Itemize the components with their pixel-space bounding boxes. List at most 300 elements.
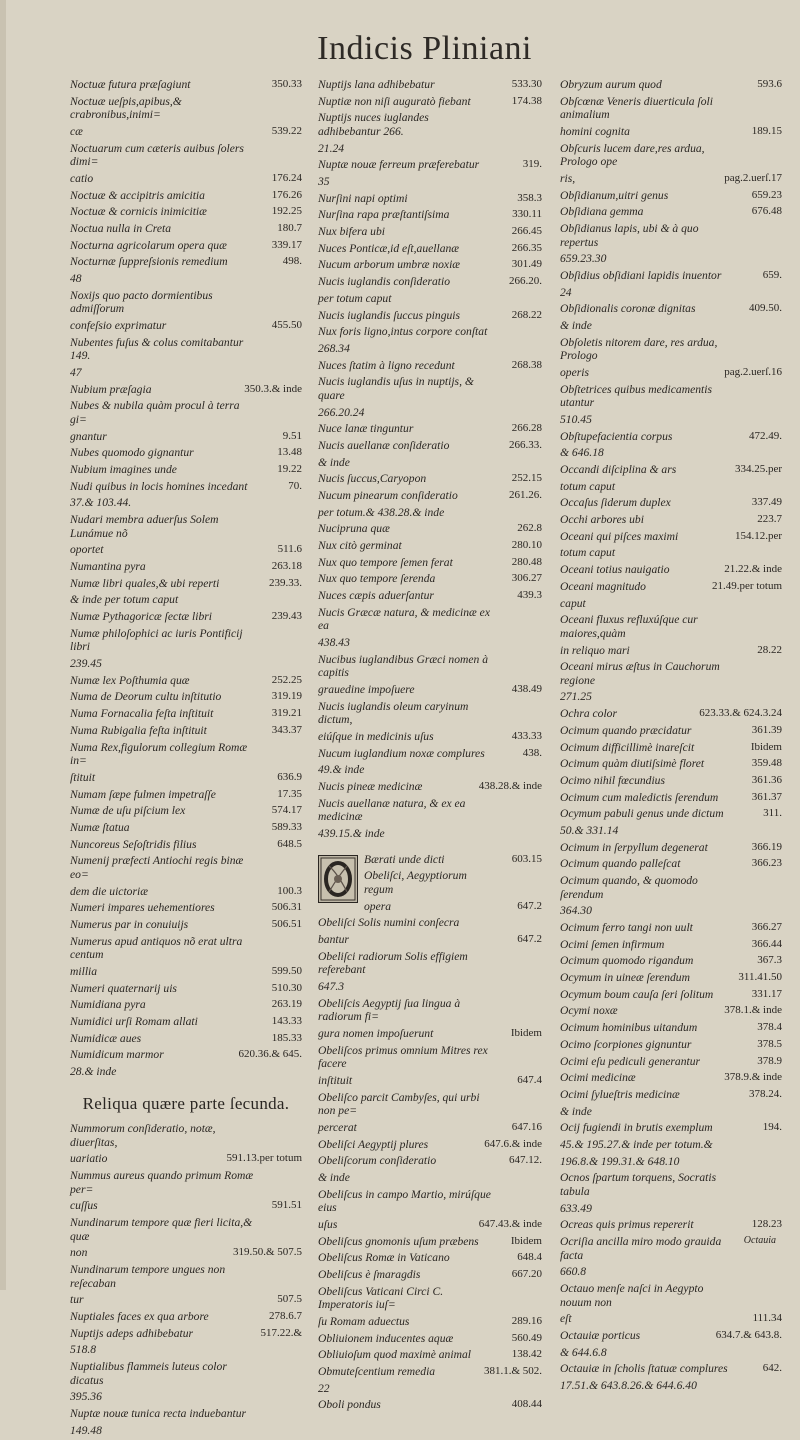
index-entry	[318, 539, 542, 553]
index-entry	[318, 1121, 542, 1135]
entry-term: Nucum iuglandium noxæ complures	[318, 746, 485, 760]
entry-term: Ocimum quando, & quomodo ſerendum	[560, 874, 698, 901]
catchword: Octauia	[743, 1235, 776, 1246]
index-entry	[560, 824, 782, 838]
entry-term: 518.8	[70, 1343, 97, 1357]
entry-term: 439.15.& inde	[318, 827, 385, 841]
index-entry	[70, 1199, 302, 1213]
index-entry	[560, 1021, 782, 1035]
entry-reference: 359.48	[751, 757, 782, 770]
entry-term: uariatio	[70, 1152, 108, 1166]
entry-term: percerat	[318, 1120, 357, 1134]
entry-reference: 128.23	[751, 1218, 782, 1231]
entry-reference: 268.38	[511, 358, 542, 371]
index-entry	[318, 700, 542, 727]
entry-term: 149.48	[70, 1423, 102, 1437]
page-title-text: Indicis Pliniani	[317, 30, 532, 67]
entry-term: 24	[560, 285, 572, 299]
index-entry	[560, 302, 782, 316]
entry-reference: 9.51	[282, 429, 302, 442]
page-edge	[0, 0, 6, 1290]
index-entry	[560, 791, 782, 805]
index-entry	[318, 1365, 542, 1379]
index-entry	[70, 918, 302, 932]
entry-term: Numæ de uſu piſcium lex	[70, 804, 186, 818]
index-entry	[318, 1332, 542, 1346]
index-entry	[70, 1310, 302, 1324]
section-heading: Reliqua quære parte ſecunda.	[82, 1093, 290, 1113]
entry-term: Nux foris ligno,intus corpore conſtat	[318, 325, 488, 339]
index-entry	[560, 1265, 782, 1279]
index-entry	[318, 730, 542, 744]
index-entry	[70, 854, 302, 881]
entry-term: oportet	[70, 543, 104, 557]
entry-term: Nubes & nubila quàm procul à terra gi=	[70, 399, 240, 426]
entry-term: Numeri quaternarij uis	[70, 981, 177, 995]
entry-reference: 455.50	[271, 319, 302, 332]
index-entry	[70, 935, 302, 962]
entry-term: catio	[70, 171, 94, 185]
entry-reference: 280.48	[511, 555, 542, 568]
entry-term: Ocimum quando palleſcat	[560, 857, 681, 871]
entry-term: Ocnos ſpartum torquens, Socratis tabula	[560, 1171, 717, 1198]
index-entry	[70, 1390, 302, 1404]
index-entry	[560, 480, 782, 494]
index-entry	[560, 205, 782, 219]
entry-reference: 378.9	[757, 1054, 782, 1067]
entry-term: Occhi arbores ubi	[560, 513, 644, 527]
entry-term: Nurſina rapa præſtantiſsima	[318, 208, 450, 222]
entry-term: caput	[560, 596, 586, 610]
index-entry	[318, 747, 542, 761]
entry-term: Oceani fluxus refluxúſque cur maiores,quàm	[560, 613, 698, 640]
index-column-1	[70, 78, 302, 1440]
entry-reference: pag.2.uerſ.17	[724, 171, 782, 184]
entry-term: Ocimi ſemen infirmum	[560, 937, 665, 951]
entry-reference: 194.	[762, 1121, 782, 1134]
entry-term: Numæ Pythagoricæ ſectæ libri	[70, 610, 213, 624]
index-entry	[70, 788, 302, 802]
entry-term: 395.36	[70, 1390, 102, 1404]
index-entry	[70, 1343, 302, 1357]
entry-term: Nucis auellanæ conſideratio	[318, 438, 450, 452]
entry-term: Ocimi ſylueſtris medicinæ	[560, 1087, 680, 1101]
entry-reference: 533.30	[511, 78, 542, 90]
entry-term: Nucis auellanæ natura, & ex ea medicinæ	[318, 796, 466, 824]
index-entry	[70, 399, 302, 426]
index-entry	[560, 971, 782, 985]
letter-o-section	[318, 853, 542, 1412]
entry-term: Ocimum cum maledictis ſerendum	[560, 790, 719, 804]
entry-reference: 350.3.& inde	[244, 382, 302, 395]
entry-term: ſu Romam aduectus	[318, 1314, 410, 1328]
entry-reference: 648.5	[277, 837, 302, 850]
entry-term: Numidici urſi Romam allati	[70, 1014, 198, 1028]
index-entry	[560, 644, 782, 658]
index-entry	[318, 175, 542, 189]
entry-reference: 378.5	[757, 1037, 782, 1050]
entry-term: Nucum pinearum conſideratio	[318, 489, 458, 502]
entry-reference: 180.7	[277, 222, 302, 234]
entry-reference: 111.34	[752, 1312, 782, 1325]
index-entry	[70, 366, 302, 380]
entry-term: Nux bifera ubi	[318, 225, 385, 239]
entry-term: gura nomen impoſuerunt	[318, 1026, 434, 1040]
entry-term: Ocij fugiendi in brutis exemplum	[560, 1121, 713, 1135]
index-entry	[318, 1138, 542, 1152]
entry-term: eiúſque in medicinis uſus	[318, 730, 434, 744]
entry-term: Nubes quomodo gignantur	[70, 446, 194, 460]
index-entry	[560, 580, 782, 594]
index-entry	[318, 1171, 542, 1185]
index-entry	[560, 707, 782, 721]
entry-reference: 358.3	[517, 191, 542, 204]
entry-term: & inde	[318, 455, 350, 469]
entry-term: & inde	[318, 1170, 350, 1184]
index-entry	[70, 593, 302, 607]
index-entry	[318, 980, 542, 994]
index-entry	[318, 158, 542, 172]
entry-reference: 599.50	[271, 964, 302, 977]
entry-reference: 378.1.& inde	[724, 1004, 782, 1017]
index-entry	[560, 690, 782, 704]
entry-term: Obeliſcus Vaticani Circi C. Imperatoris iuſ=	[318, 1284, 444, 1312]
entry-term: 647.3	[318, 979, 345, 993]
entry-term: Ocimum in ſerpyllum degenerat	[560, 840, 708, 854]
entry-term: Nux quo tempore ſemen ferat	[318, 555, 453, 569]
index-entry	[70, 965, 302, 979]
entry-term: homini cognita	[560, 124, 630, 138]
index-entry	[318, 422, 542, 436]
entry-term: 239.45	[70, 657, 102, 671]
index-entry	[560, 189, 782, 203]
index-entry	[318, 456, 542, 470]
entry-term: Nucum arborum umbræ noxiæ	[318, 258, 461, 272]
entry-term: Nundinarum tempore ungues non reſecaban	[70, 1263, 226, 1290]
entry-reference: 647.6.& inde	[484, 1137, 542, 1150]
entry-reference: 319.21	[271, 707, 302, 720]
entry-reference: 498.	[282, 255, 302, 268]
index-entries-o	[318, 853, 542, 1412]
entry-term: 35	[318, 175, 330, 189]
index-entry	[318, 111, 542, 138]
index-entry	[560, 954, 782, 968]
entry-term: Nux citò germinat	[318, 539, 402, 553]
index-entry	[318, 225, 542, 239]
entry-reference: 350.33	[271, 78, 302, 90]
entry-term: Obeliſcus Romæ in Vaticano	[318, 1251, 450, 1265]
entry-reference: 192.25	[271, 205, 302, 218]
entry-term: Bærati unde dicti	[364, 852, 445, 866]
entry-term: grauedine impoſuere	[318, 683, 415, 697]
index-entry	[560, 807, 782, 821]
entry-reference: 17.35	[277, 787, 302, 800]
index-entry	[560, 1218, 782, 1232]
entry-reference: 301.49	[511, 258, 542, 271]
entry-reference: 366.44	[751, 937, 782, 950]
entry-term: Ocimum ferro tangi non uult	[560, 921, 693, 934]
index-entry	[70, 446, 302, 460]
index-entry	[318, 1235, 542, 1249]
entry-term: Nuptijs nuces iuglandes adhibebantur 266.	[318, 111, 429, 138]
entry-term: Numeri impares uehementiores	[70, 901, 215, 915]
entry-reference: 239.33.	[269, 576, 302, 589]
entry-term: bantur	[318, 933, 349, 946]
entry-term: tur	[70, 1293, 84, 1307]
index-entry	[560, 286, 782, 300]
entry-reference: 620.36.& 645.	[238, 1048, 302, 1061]
index-entry	[318, 506, 542, 520]
entry-term: Ocimum difficillimè inareſcit	[560, 740, 695, 754]
index-entry	[70, 1327, 302, 1341]
index-entry	[70, 222, 302, 236]
index-entry	[560, 988, 782, 1002]
index-entry	[318, 342, 542, 356]
entry-term: Ocreas quis primus repererit	[560, 1218, 694, 1232]
entry-term: Octauiæ in ſcholis ſtatuæ complures	[560, 1362, 728, 1376]
index-entry	[560, 336, 782, 363]
index-entry	[318, 950, 542, 977]
entry-term: per totum caput	[318, 291, 392, 305]
index-entry	[318, 1398, 542, 1412]
index-entry	[318, 636, 542, 650]
entry-term: Noctuæ futura præſagiunt	[70, 78, 191, 91]
index-entry	[560, 95, 782, 122]
entry-reference: 438.49	[511, 683, 542, 696]
entry-reference: 507.5	[277, 1293, 302, 1306]
index-entry	[560, 597, 782, 611]
entry-reference: 409.50.	[749, 302, 782, 315]
entry-term: Oboli pondus	[318, 1398, 381, 1412]
entry-reference: Ibidem	[510, 1026, 542, 1039]
index-entry	[560, 841, 782, 855]
index-entry	[70, 998, 302, 1012]
index-entry	[560, 1329, 782, 1343]
index-entry	[70, 901, 302, 915]
entry-term: Obſtupefacientia corpus	[560, 429, 673, 443]
entry-term: cuſſus	[70, 1199, 98, 1213]
entry-term: Oceani qui piſces maximi	[560, 529, 679, 543]
index-entry	[70, 95, 302, 122]
index-entry	[318, 606, 542, 633]
entry-reference: 337.49	[751, 496, 782, 509]
entry-term: Nudi quibus in locis homines incedant	[70, 479, 248, 493]
entry-reference: 334.25.per	[734, 463, 782, 476]
entry-reference: 330.11	[512, 208, 542, 221]
entry-term: Oceani totius nauigatio	[560, 563, 670, 577]
index-entry	[560, 1088, 782, 1102]
index-entry	[560, 1004, 782, 1018]
entry-term: Occandi diſciplina & ars	[560, 463, 677, 477]
index-entry	[560, 530, 782, 544]
index-entry	[70, 1360, 302, 1387]
entry-term: Nocturna agricolarum opera quæ	[70, 238, 227, 252]
entry-term: 660.8	[560, 1265, 587, 1279]
index-entry	[70, 272, 302, 286]
index-entry	[560, 319, 782, 333]
index-entry	[70, 1065, 302, 1079]
entry-term: Nummus aureus quando primum Romæ per=	[70, 1169, 254, 1196]
index-entry	[560, 430, 782, 444]
index-entry	[560, 1121, 782, 1135]
entry-term: 50.& 331.14	[560, 823, 619, 837]
entry-reference: 361.37	[751, 790, 782, 803]
index-entry	[560, 563, 782, 577]
index-entry	[318, 900, 542, 914]
index-entry	[318, 997, 542, 1024]
index-entry	[318, 1218, 542, 1232]
index-entry	[70, 1122, 302, 1149]
entry-term: Obliuionem inducentes aquæ	[318, 1331, 454, 1345]
entry-reference: 667.20	[511, 1267, 542, 1280]
index-entry	[318, 572, 542, 586]
entry-term: Obliuioſum quod maximè animal	[318, 1348, 471, 1362]
index-entry	[70, 707, 302, 721]
entry-reference: 176.26	[271, 188, 302, 201]
index-entry	[318, 309, 542, 323]
entry-reference: 539.22	[271, 124, 302, 137]
index-entry	[70, 463, 302, 477]
index-entry	[318, 589, 542, 603]
entry-reference: 289.16	[511, 1314, 542, 1327]
entry-reference: 439.3	[517, 589, 542, 602]
page-title	[0, 30, 800, 68]
entry-term: Nudari membra aduerſus Solem Lunámue nõ	[70, 513, 219, 540]
entry-reference: 589.33	[271, 820, 302, 833]
entry-reference: 261.26.	[509, 489, 542, 501]
entry-reference: 367.3	[757, 954, 782, 967]
entry-term: Ocimo ſcorpiones gignuntur	[560, 1037, 692, 1051]
entry-reference: 263.19	[271, 998, 302, 1011]
entry-term: Numæ lex Poſthumia quæ	[70, 673, 190, 687]
entry-term: Ocymum boum cauſa ſeri ſolitum	[560, 987, 714, 1001]
entry-term: Noctuarum cum cæteris auibus ſolers dimi=	[70, 141, 244, 169]
entry-term: Nuces Ponticæ,id eſt,auellanæ	[318, 241, 460, 255]
entry-term: Ochra color	[560, 707, 617, 721]
entry-term: Noctuæ & cornicis inimicitiæ	[70, 205, 207, 219]
entry-reference: 311.41.50	[738, 971, 782, 984]
index-entries-n1	[70, 78, 302, 1079]
index-entry	[560, 660, 782, 687]
entry-term: Obeliſcus è ſmaragdis	[318, 1267, 421, 1281]
index-entry	[560, 1155, 782, 1169]
index-entry	[560, 1312, 782, 1326]
entry-term: 45.& 195.27.& inde per totum.&	[560, 1137, 713, 1151]
entry-term: Obeliſcos primus omnium Mitres rex facere	[318, 1043, 488, 1071]
entry-term: Obſidianus lapis, ubi & à quo repertus	[560, 222, 699, 249]
entry-reference: 647.2	[517, 933, 542, 945]
index-entry	[560, 413, 782, 427]
index-entry	[318, 208, 542, 222]
entry-reference: 378.9.& inde	[724, 1071, 782, 1084]
entry-term: cæ	[70, 124, 83, 138]
index-entry	[318, 325, 542, 339]
entry-term: ſtituit	[70, 770, 96, 784]
entry-term: Ocimum quomodo rigandum	[560, 954, 694, 968]
entry-reference: 143.33	[271, 1014, 302, 1027]
index-entries-n2	[70, 1122, 302, 1437]
entry-reference: 603.15	[511, 852, 542, 865]
entry-term: Numam ſæpe fulmen impetraſſe	[70, 787, 216, 801]
entry-term: Numa Rubigalia feſta inſtituit	[70, 723, 207, 737]
entry-reference: 648.4	[517, 1251, 542, 1264]
entry-term: & inde	[560, 319, 592, 333]
entry-term: Obſcuris lucem dare,res ardua, Prologo ope	[560, 141, 705, 169]
entry-term: Nucibus iuglandibus Græci nomen à capitis	[318, 652, 489, 680]
index-entry	[70, 430, 302, 444]
entry-term: Nuptæ nouæ ferreum præferebatur	[318, 158, 480, 172]
index-entry	[318, 683, 542, 697]
entry-reference: 21.49.per totum	[712, 579, 782, 592]
entry-term: 21.24	[318, 141, 345, 155]
entry-term: Ocimum hominibus uitandum	[560, 1021, 698, 1035]
entry-term: 659.23.30	[560, 252, 607, 266]
index-entry	[70, 771, 302, 785]
entry-term: Obeliſci, Aegyptiorum regum	[364, 869, 467, 896]
entry-term: Obſidiana gemma	[560, 205, 644, 219]
entry-reference: Ibidem	[750, 740, 782, 753]
index-entry	[318, 406, 542, 420]
index-entry	[70, 142, 302, 169]
entry-term: in reliquo mari	[560, 643, 630, 657]
entry-term: Numantina pyra	[70, 560, 146, 574]
index-entry	[560, 904, 782, 918]
entry-term: Numerus apud antiquos nõ erat ultra centum	[70, 934, 243, 962]
index-entry	[318, 827, 542, 841]
index-entry	[318, 275, 542, 289]
entry-term: Obeliſcorum conſideratio	[318, 1154, 437, 1168]
entry-term: 28.& inde	[70, 1065, 117, 1078]
entry-reference: 676.48	[751, 205, 782, 218]
index-entry	[560, 724, 782, 738]
index-entry	[318, 1074, 542, 1088]
index-entry	[560, 1105, 782, 1119]
entry-reference: 339.17	[271, 238, 302, 251]
entry-term: Nurſini napi optimi	[318, 191, 408, 205]
entry-reference: 252.15	[511, 472, 542, 485]
entry-reference: 511.6	[277, 543, 302, 556]
entry-reference: 266.35	[511, 241, 542, 254]
index-entry	[560, 1202, 782, 1216]
index-entry	[560, 1171, 782, 1198]
entry-term: Noctua nulla in Creta	[70, 222, 172, 235]
entry-term: Octauo menſe naſci in Aegypto nouum non	[560, 1281, 704, 1309]
entry-term: 438.43	[318, 636, 350, 650]
entry-term: 196.8.& 199.31.& 648.10	[560, 1154, 680, 1168]
index-entry	[318, 489, 542, 503]
entry-reference: 366.23	[751, 857, 782, 870]
index-entry	[70, 1424, 302, 1438]
entry-term: Nucis iuglandis uſus in nuptijs, & quare	[318, 375, 474, 402]
index-entry	[70, 1015, 302, 1029]
index-entry	[560, 741, 782, 755]
entry-term: opera	[364, 899, 392, 913]
entry-term: Nuptijs lana adhibebatur	[318, 78, 435, 91]
entry-term: Numa Fornacalia feſta inſtituit	[70, 707, 214, 721]
index-entry	[560, 446, 782, 460]
index-entry	[318, 653, 542, 680]
entry-term: Noctuæ ueſpis,apibus,& crabronibus,inimi=	[70, 94, 182, 122]
entry-term: Numerus par in conuiuijs	[70, 917, 189, 931]
entry-term: Ocimum quando præcidatur	[560, 723, 692, 737]
index-entry	[318, 439, 542, 453]
index-entry	[70, 1048, 302, 1062]
entry-reference: 263.18	[271, 560, 302, 573]
entry-term: Ocymum in uineæ ſerendum	[560, 971, 690, 985]
entry-term: Nuptæ nouæ tunica recta induebantur	[70, 1407, 247, 1421]
entry-term: 47	[70, 366, 82, 379]
index-entry	[560, 513, 782, 527]
